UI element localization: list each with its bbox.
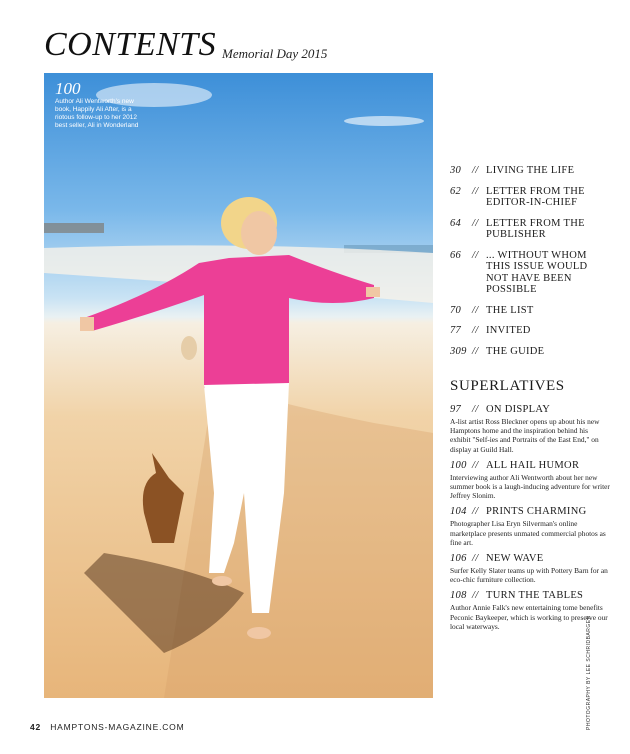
superlative-item[interactable] — [450, 460, 610, 501]
superlative-page: 108 — [450, 590, 467, 602]
toc-page: 309 — [450, 345, 467, 357]
superlative-item[interactable] — [450, 506, 610, 547]
superlative-description: Author Annie Falk's new entertaining tome benefits Peconic Baykeeper, which is working to preserve our local waterways. — [450, 603, 608, 631]
toc-separator: // — [472, 165, 479, 176]
superlative-page: 97 — [450, 404, 462, 415]
toc-separator: // — [472, 325, 479, 336]
superlative-separator: // — [472, 553, 479, 565]
superlative-page: 100 — [450, 459, 467, 471]
superlatives-list — [450, 404, 610, 637]
toc-page: 66 — [450, 249, 462, 261]
toc-title: THE LIST — [486, 304, 534, 316]
superlative-item[interactable] — [450, 553, 610, 584]
issue-label: Memorial Day 2015 — [222, 46, 328, 61]
toc-title: LIVING THE LIFE — [486, 165, 575, 176]
beach-photo-illustration — [44, 73, 433, 698]
toc-separator: // — [472, 217, 479, 229]
toc-page: 62 — [450, 185, 462, 197]
photo-caption — [55, 80, 141, 130]
page-title: CONTENTS — [44, 26, 217, 63]
superlative-description: A-list artist Ross Bleckner opens up about his new Hamptons home and the inspiration behind his exhibit "Self-ies and Portraits of the East End," on display at Guild Hall. — [450, 417, 600, 454]
toc-item[interactable] — [450, 186, 610, 209]
caption-text: Author Ali Wentworth's new book, Happily Ali After, is a riotous follow-up to her 2012 best seller, Ali in Wonderland — [55, 98, 139, 129]
photo-credit: PHOTOGRAPHY BY LEE SCHRIDBARGER — [586, 615, 592, 730]
superlative-separator: // — [472, 404, 479, 415]
page-number: 42 — [30, 722, 42, 732]
superlative-title: PRINTS CHARMING — [486, 506, 587, 518]
toc-title: INVITED — [486, 325, 531, 336]
toc-separator: // — [472, 249, 479, 261]
toc-page: 64 — [450, 217, 462, 229]
superlative-title: ALL HAIL HUMOR — [486, 459, 580, 471]
toc-title: THE GUIDE — [486, 345, 545, 357]
toc-title: LETTER FROM THE EDITOR-IN-CHIEF — [486, 185, 585, 208]
toc-separator: // — [472, 185, 479, 197]
toc-separator: // — [472, 304, 479, 316]
toc-title: LETTER FROM THE PUBLISHER — [486, 217, 585, 240]
toc-page: 30 — [450, 165, 462, 176]
contents-list — [450, 165, 610, 366]
superlative-title: NEW WAVE — [486, 553, 544, 565]
page-footer — [30, 722, 184, 732]
superlative-page: 106 — [450, 553, 467, 565]
superlative-description: Surfer Kelly Slater teams up with Pottery Barn for an eco-chic furniture collection. — [450, 566, 608, 585]
superlative-page: 104 — [450, 506, 467, 518]
caption-page-number: 100 — [55, 79, 81, 98]
superlative-separator: // — [472, 459, 479, 471]
superlative-description: Interviewing author Ali Wentworth about her new summer book is a laugh-inducing adventure for writer Jeffrey Slonim. — [450, 472, 610, 501]
superlative-item[interactable] — [450, 404, 610, 454]
toc-item[interactable] — [450, 346, 610, 358]
toc-item[interactable] — [450, 218, 610, 241]
toc-page: 77 — [450, 325, 462, 336]
toc-item[interactable] — [450, 305, 610, 317]
toc-separator: // — [472, 345, 479, 357]
cover-photo — [44, 73, 433, 698]
site-url[interactable]: HAMPTONS-MAGAZINE.COM — [50, 722, 185, 732]
toc-item[interactable] — [450, 165, 610, 177]
superlative-separator: // — [472, 590, 479, 602]
toc-item[interactable] — [450, 250, 610, 296]
superlative-description: Photographer Lisa Eryn Silverman's online marketplace presents unmated commercial photos as fine art. — [450, 519, 606, 547]
superlative-separator: // — [472, 506, 479, 518]
toc-item[interactable] — [450, 325, 610, 337]
toc-page: 70 — [450, 304, 462, 316]
superlatives-heading: SUPERLATIVES — [450, 378, 565, 394]
superlative-title: TURN THE TABLES — [486, 590, 584, 602]
superlative-title: ON DISPLAY — [486, 404, 551, 415]
toc-title: ... WITHOUT WHOM THIS ISSUE WOULD NOT HAVE BEEN POSSIBLE — [486, 249, 588, 295]
